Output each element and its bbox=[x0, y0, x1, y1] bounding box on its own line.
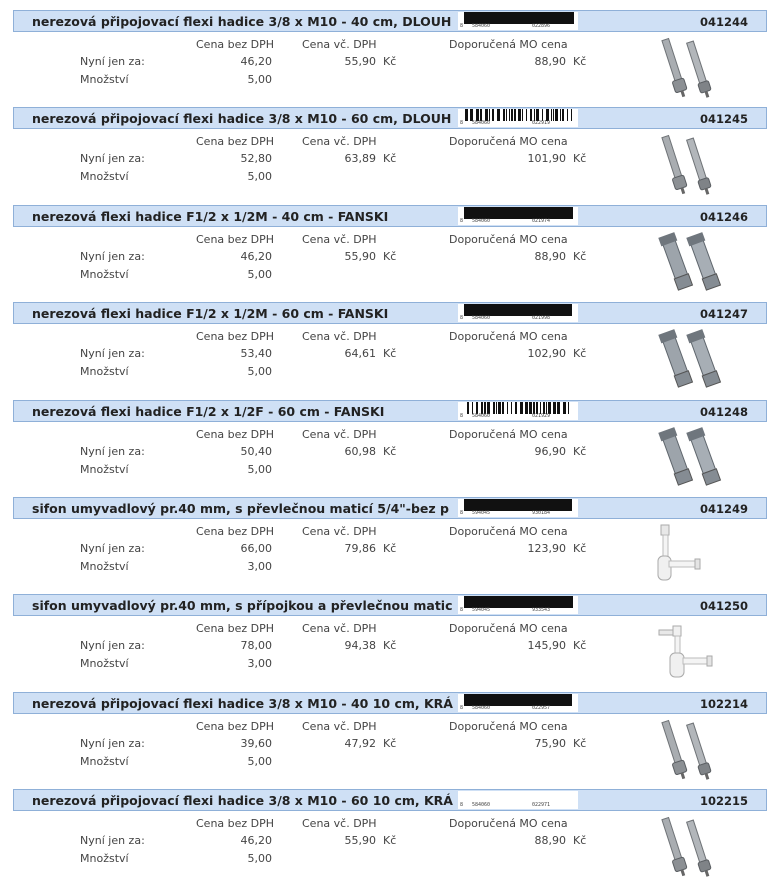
barcode bbox=[458, 12, 578, 30]
price-with-vat: 55,90 bbox=[344, 834, 376, 848]
price-with-vat: 55,90 bbox=[344, 55, 376, 68]
label-now-only: Nyní jen za: bbox=[80, 736, 145, 750]
flexi-hose-thin-icon bbox=[655, 815, 730, 880]
label-now-only: Nyní jen za: bbox=[80, 444, 145, 458]
quantity-value: 3,00 bbox=[247, 560, 272, 573]
product-image[interactable] bbox=[655, 328, 730, 393]
label-price-with-vat: Cena vč. DPH bbox=[302, 38, 377, 51]
label-price-without-vat: Cena bez DPH bbox=[196, 135, 275, 149]
quantity-value: 5,00 bbox=[247, 462, 272, 476]
currency-label: Kč bbox=[573, 736, 587, 750]
product-title[interactable]: nerezová flexi hadice F1/2 x 1/2M - 60 cm - FANSKI bbox=[32, 306, 389, 322]
label-now-only: Nyní jen za: bbox=[80, 55, 145, 68]
label-quantity: Množství bbox=[80, 365, 129, 379]
label-now-only: Nyní jen za: bbox=[80, 542, 145, 555]
product-image[interactable] bbox=[655, 718, 730, 783]
currency-label: Kč bbox=[383, 55, 397, 68]
label-quantity: Množství bbox=[80, 754, 129, 768]
product-code: 041244 bbox=[699, 15, 748, 29]
barcode-group-1: 594045 bbox=[472, 510, 491, 516]
barcode-digit: 8 bbox=[460, 704, 464, 711]
barcode-group-2: 021998 bbox=[532, 315, 551, 322]
product-item bbox=[0, 789, 779, 886]
barcode-group-1: 584060 bbox=[472, 315, 491, 322]
barcode-group-2: 021929 bbox=[532, 412, 551, 419]
price-with-vat: 94,38 bbox=[344, 639, 376, 653]
currency-label: Kč bbox=[383, 542, 397, 555]
barcode-digit: 8 bbox=[460, 23, 464, 29]
price-with-vat: 79,86 bbox=[344, 542, 376, 555]
product-header bbox=[13, 107, 767, 129]
label-price-with-vat: Cena vč. DPH bbox=[302, 525, 377, 538]
barcode-digit: 8 bbox=[460, 120, 464, 127]
recommended-price: 75,90 bbox=[534, 736, 566, 750]
quantity-value: 5,00 bbox=[247, 73, 272, 86]
product-image[interactable] bbox=[655, 36, 730, 101]
price-with-vat: 63,89 bbox=[344, 152, 376, 166]
quantity-value: 5,00 bbox=[247, 170, 272, 184]
product-code: 041248 bbox=[699, 404, 748, 419]
product-item bbox=[0, 497, 779, 594]
barcode-group-1: 584060 bbox=[472, 23, 491, 29]
product-code: 041249 bbox=[699, 502, 748, 516]
price-without-vat: 46,20 bbox=[240, 249, 272, 263]
currency-label: Kč bbox=[383, 347, 397, 361]
label-recommended-price: Doporučená MO cena bbox=[449, 135, 568, 149]
label-now-only: Nyní jen za: bbox=[80, 834, 145, 848]
label-quantity: Množství bbox=[80, 267, 129, 281]
label-recommended-price: Doporučená MO cena bbox=[449, 232, 568, 246]
quantity-value: 5,00 bbox=[247, 754, 272, 768]
barcode-digit: 8 bbox=[460, 217, 464, 224]
currency-label: Kč bbox=[383, 152, 397, 166]
flexi-hose-thick-icon bbox=[655, 328, 730, 393]
flexi-hose-thick-icon bbox=[655, 231, 730, 296]
barcode-digit: 8 bbox=[460, 412, 464, 419]
recommended-price: 88,90 bbox=[534, 55, 566, 68]
label-quantity: Množství bbox=[80, 657, 129, 671]
product-code: 041250 bbox=[699, 599, 748, 614]
product-code: 102215 bbox=[699, 794, 748, 809]
label-price-with-vat: Cena vč. DPH bbox=[302, 817, 377, 831]
label-price-without-vat: Cena bez DPH bbox=[196, 232, 275, 246]
currency-label: Kč bbox=[383, 639, 397, 653]
product-title[interactable]: nerezová připojovací flexi hadice 3/8 x M10 - 40 10 cm, KRÁ bbox=[32, 695, 453, 711]
currency-label: Kč bbox=[383, 249, 397, 263]
product-image[interactable] bbox=[655, 133, 730, 198]
currency-label: Kč bbox=[573, 639, 587, 653]
product-item bbox=[0, 302, 779, 399]
product-item bbox=[0, 10, 779, 107]
recommended-price: 88,90 bbox=[534, 834, 566, 848]
product-header bbox=[13, 10, 767, 32]
price-without-vat: 52,80 bbox=[240, 152, 272, 166]
recommended-price: 145,90 bbox=[527, 639, 566, 653]
price-without-vat: 46,20 bbox=[240, 834, 272, 848]
product-image[interactable] bbox=[655, 523, 730, 588]
barcode-digit: 8 bbox=[460, 315, 464, 322]
barcode bbox=[458, 304, 578, 322]
product-title[interactable]: nerezová připojovací flexi hadice 3/8 x M10 - 40 cm, DLOUH bbox=[32, 14, 452, 29]
barcode-digit: 8 bbox=[460, 510, 464, 516]
label-quantity: Množství bbox=[80, 852, 129, 866]
recommended-price: 123,90 bbox=[527, 542, 566, 555]
barcode-group-1: 584060 bbox=[472, 120, 491, 127]
barcode bbox=[458, 207, 578, 225]
product-code: 041246 bbox=[699, 209, 748, 224]
price-without-vat: 53,40 bbox=[240, 347, 272, 361]
flexi-hose-thick-icon bbox=[655, 426, 730, 491]
barcode-group-2: 930184 bbox=[532, 510, 551, 516]
product-title[interactable]: nerezová připojovací flexi hadice 3/8 x M10 - 60 cm, DLOUH bbox=[32, 111, 452, 127]
label-price-without-vat: Cena bez DPH bbox=[196, 330, 275, 344]
label-price-without-vat: Cena bez DPH bbox=[196, 817, 275, 831]
currency-label: Kč bbox=[573, 834, 587, 848]
price-without-vat: 46,20 bbox=[240, 55, 272, 68]
currency-label: Kč bbox=[573, 55, 587, 68]
product-item bbox=[0, 594, 779, 691]
flexi-hose-thin-icon bbox=[655, 133, 730, 198]
label-price-with-vat: Cena vč. DPH bbox=[302, 330, 377, 344]
barcode bbox=[458, 791, 578, 809]
label-recommended-price: Doporučená MO cena bbox=[449, 38, 568, 51]
label-now-only: Nyní jen za: bbox=[80, 639, 145, 653]
currency-label: Kč bbox=[573, 152, 587, 166]
price-without-vat: 39,60 bbox=[240, 736, 272, 750]
label-now-only: Nyní jen za: bbox=[80, 152, 145, 166]
barcode-group-1: 584060 bbox=[472, 217, 491, 224]
label-price-with-vat: Cena vč. DPH bbox=[302, 622, 377, 636]
barcode bbox=[458, 402, 578, 420]
quantity-value: 5,00 bbox=[247, 267, 272, 281]
label-price-with-vat: Cena vč. DPH bbox=[302, 135, 377, 149]
label-price-without-vat: Cena bez DPH bbox=[196, 525, 275, 538]
label-quantity: Množství bbox=[80, 462, 129, 476]
siphon-icon bbox=[655, 523, 730, 588]
label-recommended-price: Doporučená MO cena bbox=[449, 427, 568, 441]
barcode-digit: 8 bbox=[460, 607, 464, 614]
label-quantity: Množství bbox=[80, 560, 129, 573]
siphon-connector-icon bbox=[655, 620, 730, 685]
product-header bbox=[13, 205, 767, 227]
price-without-vat: 66,00 bbox=[240, 542, 272, 555]
barcode-group-2: 021974 bbox=[532, 217, 551, 224]
barcode-group-2: 022896 bbox=[532, 23, 551, 29]
product-item bbox=[0, 692, 779, 789]
product-image[interactable] bbox=[655, 426, 730, 491]
product-code: 102214 bbox=[699, 696, 748, 711]
recommended-price: 102,90 bbox=[527, 347, 566, 361]
label-now-only: Nyní jen za: bbox=[80, 347, 145, 361]
label-price-with-vat: Cena vč. DPH bbox=[302, 232, 377, 246]
price-without-vat: 50,40 bbox=[240, 444, 272, 458]
product-image[interactable] bbox=[655, 815, 730, 880]
recommended-price: 88,90 bbox=[534, 249, 566, 263]
label-recommended-price: Doporučená MO cena bbox=[449, 622, 568, 636]
barcode-group-2: 022957 bbox=[532, 704, 551, 711]
barcode-digit: 8 bbox=[460, 802, 464, 809]
label-now-only: Nyní jen za: bbox=[80, 249, 145, 263]
product-code: 041245 bbox=[699, 112, 748, 127]
label-recommended-price: Doporučená MO cena bbox=[449, 330, 568, 344]
product-title[interactable]: nerezová připojovací flexi hadice 3/8 x M10 - 60 10 cm, KRÁ bbox=[32, 793, 453, 809]
quantity-value: 3,00 bbox=[247, 657, 272, 671]
product-item bbox=[0, 107, 779, 204]
label-price-without-vat: Cena bez DPH bbox=[196, 427, 275, 441]
currency-label: Kč bbox=[573, 249, 587, 263]
currency-label: Kč bbox=[573, 347, 587, 361]
label-quantity: Množství bbox=[80, 170, 129, 184]
label-recommended-price: Doporučená MO cena bbox=[449, 525, 568, 538]
label-recommended-price: Doporučená MO cena bbox=[449, 817, 568, 831]
currency-label: Kč bbox=[383, 834, 397, 848]
label-quantity: Množství bbox=[80, 73, 129, 86]
label-recommended-price: Doporučená MO cena bbox=[449, 719, 568, 733]
product-header bbox=[13, 400, 767, 422]
product-header bbox=[13, 497, 767, 519]
currency-label: Kč bbox=[383, 444, 397, 458]
price-with-vat: 64,61 bbox=[344, 347, 376, 361]
quantity-value: 5,00 bbox=[247, 852, 272, 866]
label-price-without-vat: Cena bez DPH bbox=[196, 719, 275, 733]
product-item bbox=[0, 400, 779, 497]
product-title[interactable]: nerezová flexi hadice F1/2 x 1/2M - 40 cm - FANSKI bbox=[32, 208, 389, 224]
barcode-group-1: 594045 bbox=[472, 607, 491, 614]
quantity-value: 5,00 bbox=[247, 365, 272, 379]
currency-label: Kč bbox=[383, 736, 397, 750]
product-header bbox=[13, 594, 767, 616]
product-header bbox=[13, 302, 767, 324]
product-image[interactable] bbox=[655, 231, 730, 296]
barcode bbox=[458, 596, 578, 614]
barcode bbox=[458, 694, 578, 712]
barcode bbox=[458, 499, 578, 517]
flexi-hose-thin-icon bbox=[655, 718, 730, 783]
product-code: 041247 bbox=[699, 307, 748, 322]
barcode bbox=[458, 109, 578, 127]
currency-label: Kč bbox=[573, 542, 587, 555]
product-header bbox=[13, 692, 767, 714]
barcode-group-2: 022971 bbox=[532, 802, 551, 809]
product-image[interactable] bbox=[655, 620, 730, 685]
product-title[interactable]: nerezová flexi hadice F1/2 x 1/2F - 60 cm - FANSKI bbox=[32, 403, 385, 419]
barcode-group-1: 584060 bbox=[472, 704, 491, 711]
label-price-with-vat: Cena vč. DPH bbox=[302, 719, 377, 733]
label-price-without-vat: Cena bez DPH bbox=[196, 622, 275, 636]
barcode-group-2: 933543 bbox=[532, 607, 551, 614]
barcode-group-1: 584060 bbox=[472, 802, 491, 809]
price-with-vat: 55,90 bbox=[344, 249, 376, 263]
flexi-hose-thin-icon bbox=[655, 36, 730, 101]
product-title[interactable]: sifon umyvadlový pr.40 mm, s převlečnou maticí 5/4"-bez p bbox=[32, 501, 449, 516]
price-with-vat: 47,92 bbox=[344, 736, 376, 750]
barcode-group-1: 584060 bbox=[472, 412, 491, 419]
product-title[interactable]: sifon umyvadlový pr.40 mm, s přípojkou a převlečnou matic bbox=[32, 598, 453, 614]
label-price-without-vat: Cena bez DPH bbox=[196, 38, 275, 51]
product-header bbox=[13, 789, 767, 811]
price-without-vat: 78,00 bbox=[240, 639, 272, 653]
recommended-price: 101,90 bbox=[527, 152, 566, 166]
barcode-group-2: 022919 bbox=[532, 120, 551, 127]
currency-label: Kč bbox=[573, 444, 587, 458]
recommended-price: 96,90 bbox=[534, 444, 566, 458]
price-with-vat: 60,98 bbox=[344, 444, 376, 458]
label-price-with-vat: Cena vč. DPH bbox=[302, 427, 377, 441]
product-item bbox=[0, 205, 779, 302]
